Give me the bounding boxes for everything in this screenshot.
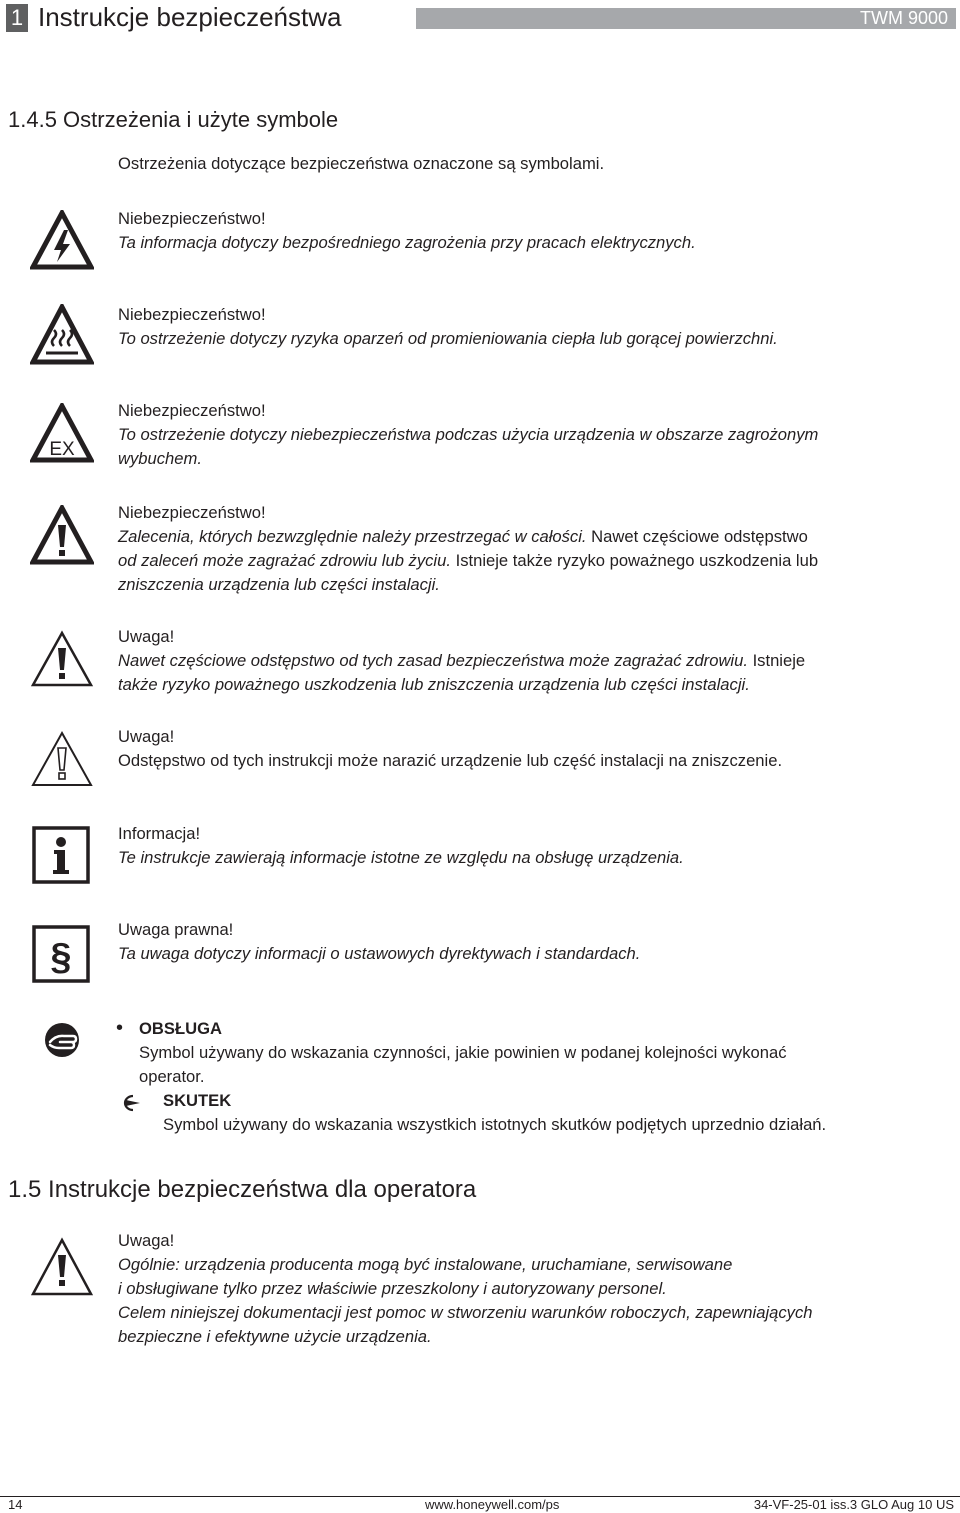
- warning-text-warning-line1-upright: Istnieje: [747, 651, 806, 670]
- footer-website: www.honeywell.com/ps: [425, 1497, 560, 1512]
- result-text: Symbol używany do wskazania wszystkich istotnych skutków podjętych uprzednio działań.: [163, 1115, 827, 1134]
- warning-text-danger-line1-italic: Zalecenia, których bezwzględnie należy przestrzegać w całości.: [118, 527, 587, 546]
- operator-text-line4: bezpieczne i efektywne użycie urządzenia.: [118, 1327, 432, 1346]
- action-label: OBSŁUGA: [139, 1019, 222, 1038]
- warning-text-explosion-line2: wybuchem.: [118, 449, 202, 468]
- section-heading-1-5: 1.5 Instrukcje bezpieczeństwa dla operatora: [8, 1176, 477, 1203]
- warning-title-danger: Niebezpieczeństwo!: [118, 503, 266, 522]
- operator-text-line2: i obsługiwane tylko przez właściwie przeszkolony i autoryzowany personel.: [118, 1279, 667, 1298]
- warning-text-danger-line1-upright: Nawet częściowe odstępstwo: [586, 527, 808, 546]
- warning-exclamation-icon: [30, 630, 94, 688]
- information-icon: [32, 826, 90, 884]
- danger-exclamation-icon: [30, 505, 94, 565]
- warning-text-danger-line3: zniszczenia urządzenia lub części instalacji.: [118, 575, 440, 594]
- info-title: Informacja!: [118, 824, 201, 843]
- warning-text-electrical: Ta informacja dotyczy bezpośredniego zagrożenia przy pracach elektrycznych.: [118, 233, 696, 252]
- result-arrow-icon: [120, 1094, 142, 1112]
- electrical-hazard-icon: [30, 210, 94, 270]
- operator-title: Uwaga!: [118, 1231, 175, 1250]
- operator-text-line3: Celem niniejszej dokumentacji jest pomoc w stworzeniu warunków roboczych, zapewniających: [118, 1303, 813, 1322]
- legal-paragraph-icon: [32, 925, 90, 983]
- operator-text-line1: Ogólnie: urządzenia producenta mogą być instalowane, uruchamiane, serwisowane: [118, 1255, 733, 1274]
- product-name: TWM 9000: [859, 8, 948, 28]
- warning-text-danger-line2-upright: Istnieje także ryzyko poważnego uszkodzenia lub: [450, 551, 819, 570]
- warning-title-hot-surface: Niebezpieczeństwo!: [118, 305, 266, 324]
- page-number: 14: [8, 1497, 23, 1512]
- warning-title-caution: Uwaga!: [118, 727, 175, 746]
- info-text: Te instrukcje zawierają informacje istotne ze względu na obsługę urządzenia.: [118, 848, 684, 867]
- warning-title-explosion: Niebezpieczeństwo!: [118, 401, 266, 420]
- footer-doc-code: 34-VF-25-01 iss.3 GLO Aug 10 US: [753, 1497, 954, 1512]
- action-text-line1: Symbol używany do wskazania czynności, jakie powinien w podanej kolejności wykonać: [139, 1043, 787, 1062]
- warning-text-hot-surface: To ostrzeżenie dotyczy ryzyka oparzeń od promieniowania ciepła lub gorącej powierzchni.: [118, 329, 778, 348]
- warning-title-electrical: Niebezpieczeństwo!: [118, 209, 266, 228]
- chapter-title: Instrukcje bezpieczeństwa: [38, 2, 342, 32]
- caution-exclamation-icon: [30, 730, 94, 788]
- action-bullet: •: [116, 1017, 124, 1039]
- warning-text-warning-line1: [118, 649, 805, 673]
- product-name-bar: [416, 8, 956, 29]
- action-text-line2: operator.: [139, 1067, 205, 1086]
- warning-exclamation-icon: [30, 1237, 94, 1297]
- warning-text-explosion-line1: To ostrzeżenie dotyczy niebezpieczeństwa podczas użycia urządzenia w obszarze zagrożonym: [118, 425, 819, 444]
- svg-text:EX: EX: [49, 439, 75, 460]
- explosion-hazard-icon: [30, 403, 94, 463]
- section-intro: Ostrzeżenia dotyczące bezpieczeństwa oznaczone są symbolami.: [118, 154, 605, 173]
- warning-text-danger-line2-italic: od zaleceń może zagrażać zdrowiu lub życiu.: [118, 551, 451, 570]
- warning-text-danger-line2: [118, 549, 818, 573]
- section-heading-1-4-5: 1.4.5 Ostrzeżenia i użyte symbole: [8, 107, 339, 132]
- chapter-number: 1: [6, 4, 28, 32]
- warning-title-warning: Uwaga!: [118, 627, 175, 646]
- warning-text-warning-line2: także ryzyko poważnego uszkodzenia lub zniszczenia urządzenia lub części instalacji.: [118, 675, 750, 694]
- hot-surface-icon: [30, 304, 94, 366]
- legal-text: Ta uwaga dotyczy informacji o ustawowych dyrektywach i standardach.: [118, 944, 641, 963]
- legal-title: Uwaga prawna!: [118, 920, 234, 939]
- svg-text:§: §: [50, 936, 72, 978]
- warning-text-warning-line1-italic: Nawet częściowe odstępstwo od tych zasad bezpieczeństwa może zagrażać zdrowiu.: [118, 651, 748, 670]
- result-label: SKUTEK: [163, 1091, 232, 1110]
- warning-text-caution: Odstępstwo od tych instrukcji może narazić urządzenie lub część instalacji na zniszczenie.: [118, 751, 783, 770]
- warning-text-danger-line1: [118, 525, 808, 549]
- hand-operation-icon: [42, 1020, 82, 1060]
